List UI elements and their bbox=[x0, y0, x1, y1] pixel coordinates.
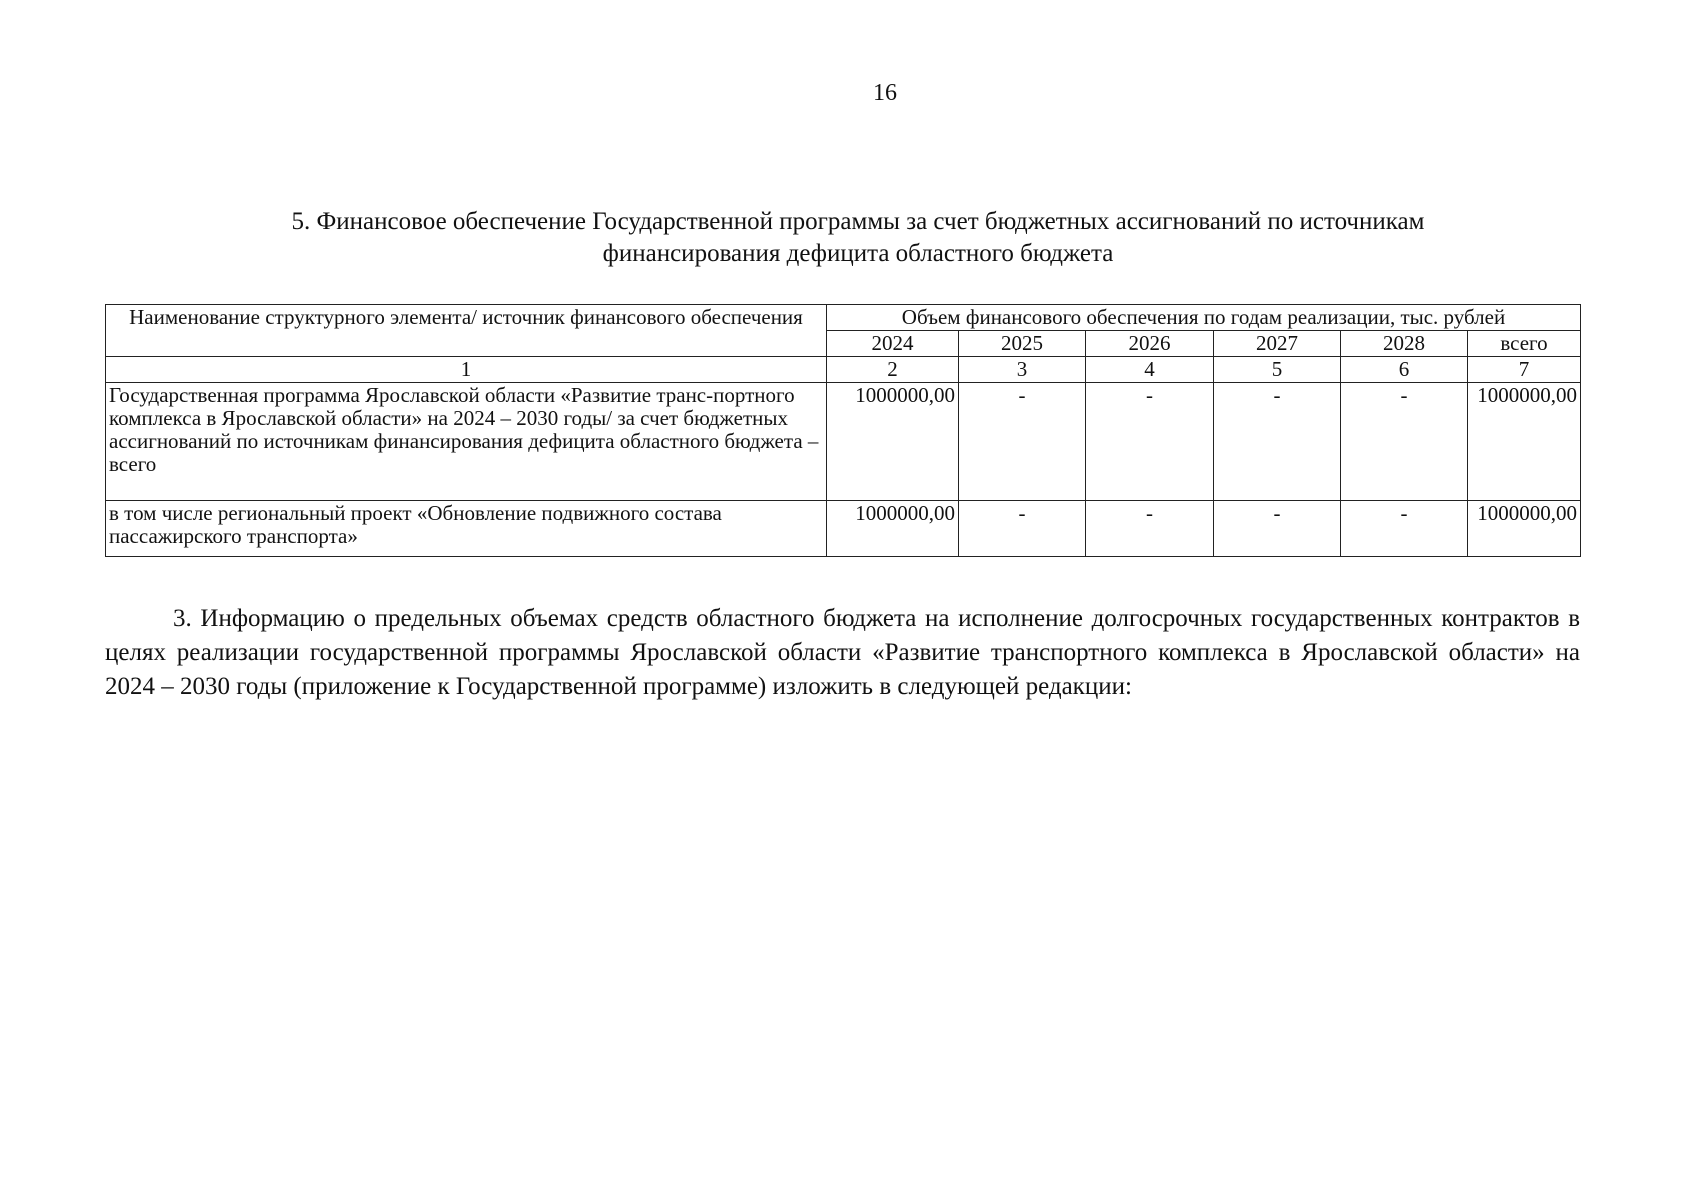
header-total: всего bbox=[1468, 331, 1581, 357]
header-year: 2028 bbox=[1341, 331, 1468, 357]
col-number: 2 bbox=[827, 357, 959, 383]
header-year: 2025 bbox=[959, 331, 1086, 357]
header-year: 2027 bbox=[1214, 331, 1341, 357]
table-row bbox=[106, 383, 1581, 501]
col-number: 3 bbox=[959, 357, 1086, 383]
section-title-line-2: финансирования дефицита областного бюджета bbox=[602, 240, 1114, 267]
financing-table bbox=[105, 304, 1581, 557]
page-number: 16 bbox=[873, 80, 897, 106]
row-value: - bbox=[1086, 501, 1214, 557]
row-value: - bbox=[1341, 383, 1468, 501]
table-col-numbers-row bbox=[106, 357, 1581, 383]
row-value: - bbox=[1214, 501, 1341, 557]
row-value: 1000000,00 bbox=[827, 501, 959, 557]
row-value: - bbox=[959, 501, 1086, 557]
row-value: - bbox=[1341, 501, 1468, 557]
header-volume-col: Объем финансового обеспечения по годам реализации, тыс. рублей bbox=[827, 305, 1581, 331]
col-number: 4 bbox=[1086, 357, 1214, 383]
row-value: - bbox=[1086, 383, 1214, 501]
header-year: 2024 bbox=[827, 331, 959, 357]
header-year: 2026 bbox=[1086, 331, 1214, 357]
section-title bbox=[150, 206, 1566, 270]
col-number: 7 bbox=[1468, 357, 1581, 383]
table-header-row bbox=[106, 305, 1581, 331]
header-name-col: Наименование структурного элемента/ источник финансового обеспечения bbox=[106, 305, 827, 357]
body-paragraph: 3. Информацию о предельных объемах средств областного бюджета на исполнение долгосрочных государственных контрактов в целях реализации государственной программы Ярославской области «Развитие транспортного комплекса в Ярославской области» на 2024 – 2030 годы (приложение к Государственной программе) изложить в следующей редакции: bbox=[105, 605, 1580, 700]
col-number: 1 bbox=[106, 357, 827, 383]
col-number: 6 bbox=[1341, 357, 1468, 383]
table-row bbox=[106, 501, 1581, 557]
row-name: Государственная программа Ярославской области «Развитие транс-портного комплекса в Ярославской области» на 2024 – 2030 годы/ за счет бюджетных ассигнований по источникам финансирования дефицита областного бюджета – всего bbox=[106, 383, 827, 501]
col-number: 5 bbox=[1214, 357, 1341, 383]
section-title-line-1: 5. Финансовое обеспечение Государственной программы за счет бюджетных ассигнований по источникам bbox=[291, 208, 1425, 235]
row-name: в том числе региональный проект «Обновление подвижного состава пассажирского транспорта» bbox=[106, 501, 827, 557]
row-value: 1000000,00 bbox=[827, 383, 959, 501]
row-total: 1000000,00 bbox=[1468, 383, 1581, 501]
row-value: - bbox=[959, 383, 1086, 501]
row-value: - bbox=[1214, 383, 1341, 501]
row-total: 1000000,00 bbox=[1468, 501, 1581, 557]
